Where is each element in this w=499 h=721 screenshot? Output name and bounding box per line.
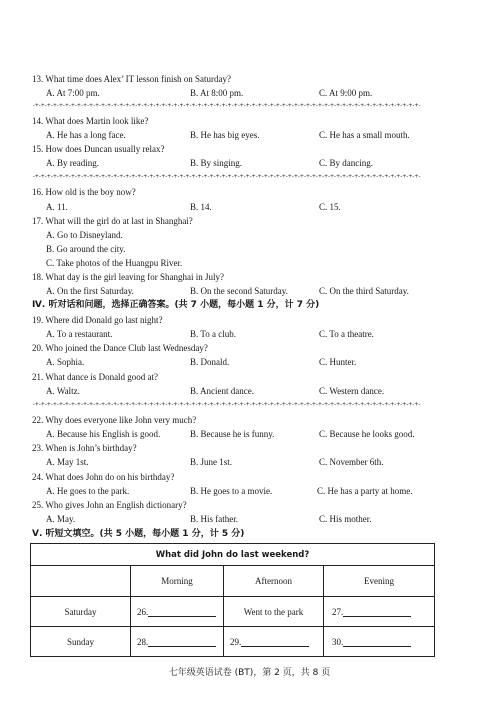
blank-line xyxy=(148,637,216,647)
question-14: 14. What does Martin look like? xyxy=(32,116,149,126)
q14-option-a: A. He has a long face. xyxy=(46,130,126,140)
q16-option-b: B. 14. xyxy=(190,202,212,212)
row-label-saturday: Saturday xyxy=(31,597,131,627)
weekend-table xyxy=(30,543,435,657)
q13-option-b: B. At 8:00 pm. xyxy=(190,88,244,98)
q13-option-a: A. At 7:00 pm. xyxy=(46,88,100,98)
answer-blank-28[interactable] xyxy=(131,627,224,657)
q24-option-c: C. He has a party at home. xyxy=(317,486,413,496)
section-4-heading: Ⅳ. 听对话和问题，选择正确答案。(共 7 小题，每小题 1 分，计 7 分) xyxy=(32,300,320,310)
blank-line xyxy=(241,637,309,647)
question-25: 25. Who gives John an English dictionary? xyxy=(32,500,187,510)
q25-option-b: B. His father. xyxy=(190,514,238,524)
q23-option-c: C. November 6th. xyxy=(319,457,384,467)
blank-number: 26. xyxy=(137,606,149,617)
blank-number: 30. xyxy=(332,636,344,647)
q13-option-c: C. At 9:00 pm. xyxy=(319,88,373,98)
question-17: 17. What will the girl do at last in Shanghai? xyxy=(32,216,193,226)
empty-corner-cell xyxy=(31,566,131,597)
q19-option-a: A. To a restaurant. xyxy=(46,329,113,339)
blank-line xyxy=(343,607,411,617)
dotted-separator: -+-+-+-+-+-+-+-+-+-+-+-+-+-+-+-+-+-+-+-+-+-+-+-+-+-+-+-+-+-+-+-+-+-+-+-+-+-+-+-+-+-+-+-+-+-+-+-+-+-+-+-+-+-+-+-+-+-+-+-+-+-+-+-+- xyxy=(32,174,421,180)
q14-option-b: B. He has big eyes. xyxy=(190,130,260,140)
question-20: 20. Who joined the Dance Club last Wednesday? xyxy=(32,343,208,353)
blank-number: 28. xyxy=(137,636,149,647)
answer-blank-27[interactable] xyxy=(324,597,435,627)
blank-line xyxy=(343,637,411,647)
q22-option-a: A. Because his English is good. xyxy=(46,429,161,439)
q24-option-a: A. He goes to the park. xyxy=(46,486,130,496)
saturday-afternoon-cell: Went to the park xyxy=(224,597,324,627)
question-13: 13. What time does Alex’ IT lesson finish on Saturday? xyxy=(32,74,231,84)
q15-option-a: A. By reading. xyxy=(46,158,99,168)
q25-option-a: A. May. xyxy=(46,514,76,524)
section-5-heading: Ⅴ. 听短文填空。(共 5 小题，每小题 1 分，计 5 分) xyxy=(32,529,245,539)
question-21: 21. What dance is Donald good at? xyxy=(32,372,159,382)
q16-option-a: A. 11. xyxy=(46,202,68,212)
q16-option-c: C. 15. xyxy=(319,202,341,212)
answer-blank-30[interactable] xyxy=(324,627,435,657)
q18-option-b: B. On the second Saturday. xyxy=(190,286,288,296)
blank-number: 29. xyxy=(230,636,242,647)
q24-option-b: B. He goes to a movie. xyxy=(190,486,273,496)
answer-blank-26[interactable] xyxy=(131,597,224,627)
q15-option-b: B. By singing. xyxy=(190,158,243,168)
q21-option-c: C. Western dance. xyxy=(319,386,385,396)
header-evening: Evening xyxy=(324,566,435,597)
q18-option-c: C. On the third Saturday. xyxy=(319,286,409,296)
header-morning: Morning xyxy=(131,566,224,597)
question-16: 16. How old is the boy now? xyxy=(32,187,136,197)
q23-option-a: A. May 1st. xyxy=(46,457,89,467)
q23-option-b: B. June 1st. xyxy=(190,457,233,467)
q19-option-b: B. To a club. xyxy=(190,329,236,339)
q17-option-c: C. Take photos of the Huangpu River. xyxy=(46,258,183,268)
dotted-separator: -+-+-+-+-+-+-+-+-+-+-+-+-+-+-+-+-+-+-+-+-+-+-+-+-+-+-+-+-+-+-+-+-+-+-+-+-+-+-+-+-+-+-+-+-+-+-+-+-+-+-+-+-+-+-+-+-+-+-+-+-+-+-+-+- xyxy=(32,402,421,408)
question-22: 22. Why does everyone like John very much? xyxy=(32,415,197,425)
q20-option-a: A. Sophia. xyxy=(46,357,85,367)
header-afternoon: Afternoon xyxy=(224,566,324,597)
question-18: 18. What day is the girl leaving for Shanghai in July? xyxy=(32,272,225,282)
q14-option-c: C. He has a small mouth. xyxy=(319,130,410,140)
q18-option-a: A. On the first Saturday. xyxy=(46,286,134,296)
blank-line xyxy=(148,607,216,617)
question-19: 19. Where did Donald go last night? xyxy=(32,315,163,325)
q21-option-b: B. Ancient dance. xyxy=(190,386,254,396)
table-title: What did John do last weekend? xyxy=(31,544,435,566)
blank-number: 27. xyxy=(332,606,344,617)
q22-option-c: C. Because he looks good. xyxy=(319,429,415,439)
q15-option-c: C. By dancing. xyxy=(319,158,373,168)
row-label-sunday: Sunday xyxy=(31,627,131,657)
q19-option-c: C. To a theatre. xyxy=(319,329,374,339)
q20-option-b: B. Donald. xyxy=(190,357,230,367)
q17-option-a: A. Go to Disneyland. xyxy=(46,230,123,240)
page-footer: 七年级英语试卷 (BT)，第 2 页，共 8 页 xyxy=(168,668,331,678)
q25-option-c: C. His mother. xyxy=(319,514,372,524)
q22-option-b: B. Because he is funny. xyxy=(190,429,275,439)
question-15: 15. How does Duncan usually relax? xyxy=(32,144,165,154)
dotted-separator: -+-+-+-+-+-+-+-+-+-+-+-+-+-+-+-+-+-+-+-+-+-+-+-+-+-+-+-+-+-+-+-+-+-+-+-+-+-+-+-+-+-+-+-+-+-+-+-+-+-+-+-+-+-+-+-+-+-+-+-+-+-+-+-+- xyxy=(32,103,421,109)
answer-blank-29[interactable] xyxy=(224,627,324,657)
q20-option-c: C. Hunter. xyxy=(319,357,357,367)
question-23: 23. When is John’s birthday? xyxy=(32,443,137,453)
question-24: 24. What does John do on his birthday? xyxy=(32,472,175,482)
q21-option-a: A. Waltz. xyxy=(46,386,80,396)
q17-option-b: B. Go around the city. xyxy=(46,244,126,254)
